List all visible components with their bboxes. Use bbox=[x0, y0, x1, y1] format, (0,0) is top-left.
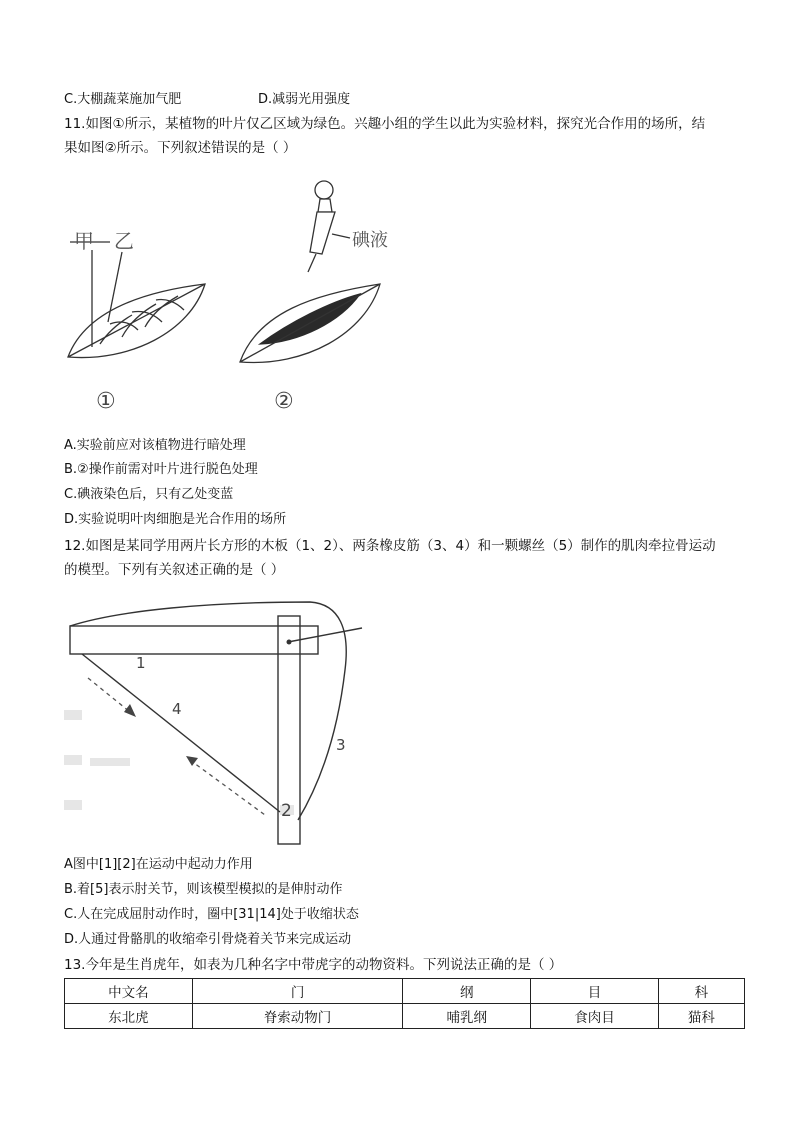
q12-stem-line1: 12.如图是某同学用两片长方形的木板（1、2）、两条橡皮筋（3、4）和一颗螺丝（5）制作的肌肉牵拉骨运动 bbox=[64, 538, 716, 554]
table-header-cell: 科 bbox=[658, 979, 744, 1004]
q12-option-c: C.人在完成屈肘动作时，圈中[31|14]处于收缩状态 bbox=[64, 907, 359, 922]
table-cell: 脊索动物门 bbox=[192, 1004, 403, 1029]
label-yi: 乙 bbox=[114, 229, 134, 253]
table-cell: 哺乳纲 bbox=[403, 1004, 531, 1029]
leaf-diagram-1 bbox=[68, 242, 205, 358]
label-1: 1 bbox=[136, 654, 146, 672]
label-3: 3 bbox=[336, 736, 346, 754]
table-cell: 东北虎 bbox=[65, 1004, 193, 1029]
q12-option-d: D.人通过骨骼肌的收缩牵引骨烧着关节来完成运动 bbox=[64, 932, 352, 947]
label-jia: 甲 bbox=[74, 229, 94, 253]
table-header-cell: 门 bbox=[192, 979, 403, 1004]
q11-option-a: A.实验前应对该植物进行暗处理 bbox=[64, 438, 246, 453]
table-cell: 猫科 bbox=[658, 1004, 744, 1029]
option-c-prev: C.大棚蔬菜施加气肥 bbox=[64, 92, 182, 107]
q11-stem-line1: 11.如图①所示，某植物的叶片仅乙区域为绿色。兴趣小组的学生以此为实验材料，探究光合作用的场所，结 bbox=[64, 116, 706, 132]
table-row bbox=[65, 1004, 745, 1029]
screw-5 bbox=[287, 640, 292, 645]
table-header-cell: 目 bbox=[531, 979, 659, 1004]
rubber-band-4 bbox=[82, 654, 280, 812]
label-2: 2 bbox=[281, 801, 292, 821]
label-fig1: ① bbox=[96, 389, 116, 414]
q11-option-c: C.碘液染色后，只有乙处变蓝 bbox=[64, 487, 234, 502]
table-header-row bbox=[65, 979, 745, 1004]
label-4: 4 bbox=[172, 700, 182, 718]
option-d-prev: D.减弱光用强度 bbox=[258, 92, 351, 107]
q11-leaf-figure bbox=[60, 172, 390, 422]
q11-option-d: D.实验说明叶肉细胞是光合作用的场所 bbox=[64, 512, 287, 527]
q12-muscle-model-figure bbox=[60, 590, 370, 850]
q13-stem: 13.今年是生肖虎年，如表为几种名字中带虎字的动物资料。下列说法正确的是（ ） bbox=[64, 957, 563, 973]
table-header-cell: 中文名 bbox=[65, 979, 193, 1004]
rubber-band-3 bbox=[70, 602, 346, 820]
q11-option-b: B.②操作前需对叶片进行脱色处理 bbox=[64, 462, 258, 477]
q12-stem-line2: 的模型。下列有关叙述正确的是（ ） bbox=[64, 562, 285, 578]
q13-animal-table bbox=[64, 978, 745, 1029]
leaf-diagram-2 bbox=[240, 181, 380, 362]
label-fig2: ② bbox=[274, 389, 294, 414]
table-cell: 食肉目 bbox=[531, 1004, 659, 1029]
table-header-cell: 纲 bbox=[403, 979, 531, 1004]
q11-stem-line2: 果如图②所示。下列叙述错误的是（ ） bbox=[64, 140, 297, 156]
label-iodine: 碘液 bbox=[352, 230, 388, 251]
q12-option-b: B.着[5]表示肘关节，则该模型模拟的是伸肘动作 bbox=[64, 882, 343, 897]
board-1 bbox=[70, 626, 318, 654]
q12-option-a: A图中[1][2]在运动中起动力作用 bbox=[64, 857, 253, 872]
